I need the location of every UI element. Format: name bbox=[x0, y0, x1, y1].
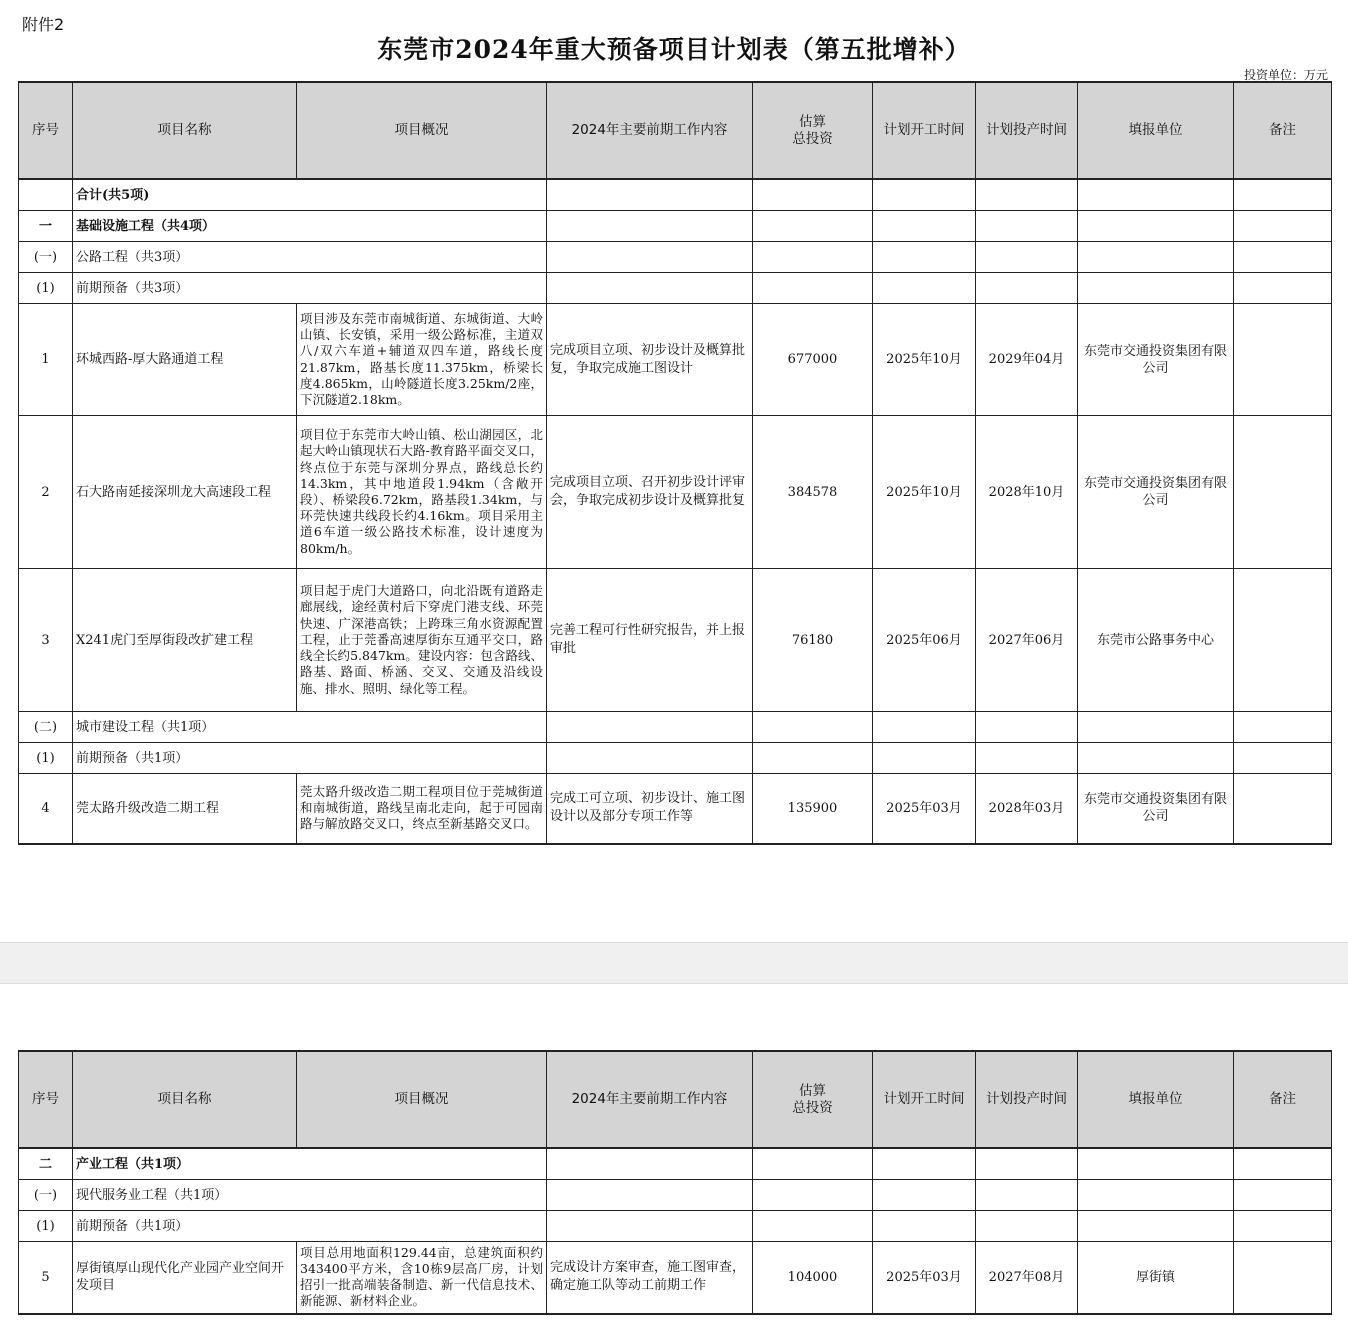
project-no: 4 bbox=[19, 774, 73, 844]
project-production: 2029年04月 bbox=[976, 304, 1078, 416]
stage-label: 前期预备（共3项） bbox=[73, 273, 547, 304]
category-no: 一 bbox=[19, 211, 73, 242]
project-overview: 项目起于虎门大道路口，向北沿既有道路走廊展线，途经黄村后下穿虎门港支线、环莞快速、广深港高铁；上跨珠三角水资源配置工程，止于莞番高速厚街东互通平交口，路线全长约5.847km。建设内容：包含路线、路基、路面、桥涵、交叉、交通及沿线设施、排水、照明、绿化等工程。 bbox=[297, 569, 547, 712]
table-header-row bbox=[19, 1051, 1332, 1148]
subcategory-no: (一) bbox=[19, 242, 73, 273]
table-row bbox=[19, 416, 1332, 569]
project-remark bbox=[1234, 304, 1332, 416]
page-title: 东莞市2024年重大预备项目计划表（第五批增补） bbox=[377, 35, 971, 64]
project-no: 3 bbox=[19, 569, 73, 712]
project-work: 完善工程可行性研究报告，并上报审批 bbox=[547, 569, 753, 712]
table-row bbox=[19, 1242, 1332, 1314]
project-unit: 厚街镇 bbox=[1078, 1242, 1234, 1314]
header-investment: 估算 总投资 bbox=[753, 82, 873, 179]
header-no: 序号 bbox=[19, 1051, 73, 1148]
stage-row bbox=[19, 1211, 1332, 1242]
project-investment: 384578 bbox=[753, 416, 873, 569]
project-overview: 莞太路升级改造二期工程项目位于莞城街道和南城街道，路线呈南北走向，起于可园南路与解放路交叉口，终点至新基路交叉口。 bbox=[297, 774, 547, 844]
header-start: 计划开工时间 bbox=[873, 82, 976, 179]
project-start: 2025年06月 bbox=[873, 569, 976, 712]
project-name: 厚街镇厚山现代化产业园产业空间开发项目 bbox=[73, 1242, 297, 1314]
project-investment: 677000 bbox=[753, 304, 873, 416]
project-name: X241虎门至厚街段改扩建工程 bbox=[73, 569, 297, 712]
category-row bbox=[19, 211, 1332, 242]
subcategory-label: 现代服务业工程（共1项） bbox=[73, 1180, 547, 1211]
project-start: 2025年10月 bbox=[873, 416, 976, 569]
project-investment: 135900 bbox=[753, 774, 873, 844]
subcategory-row bbox=[19, 712, 1332, 743]
project-overview: 项目涉及东莞市南城街道、东城街道、大岭山镇、长安镇，采用一级公路标准，主道双八/双六车道+辅道双四车道，路线长度21.87km，路基长度11.375km，桥梁长度4.865km，山岭隧道长度3.25km/2座，下沉隧道2.18km。 bbox=[297, 304, 547, 416]
project-unit: 东莞市公路事务中心 bbox=[1078, 569, 1234, 712]
project-production: 2027年08月 bbox=[976, 1242, 1078, 1314]
header-work: 2024年主要前期工作内容 bbox=[547, 1051, 753, 1148]
subcategory-row bbox=[19, 242, 1332, 273]
stage-label: 前期预备（共1项） bbox=[73, 743, 547, 774]
project-unit: 东莞市交通投资集团有限公司 bbox=[1078, 304, 1234, 416]
project-start: 2025年03月 bbox=[873, 1242, 976, 1314]
page-separator bbox=[0, 942, 1348, 984]
stage-row bbox=[19, 743, 1332, 774]
header-production: 计划投产时间 bbox=[976, 82, 1078, 179]
project-start: 2025年03月 bbox=[873, 774, 976, 844]
project-no: 5 bbox=[19, 1242, 73, 1314]
project-remark bbox=[1234, 1242, 1332, 1314]
project-production: 2028年03月 bbox=[976, 774, 1078, 844]
project-investment: 76180 bbox=[753, 569, 873, 712]
stage-row bbox=[19, 273, 1332, 304]
category-no: 二 bbox=[19, 1148, 73, 1180]
category-row bbox=[19, 1148, 1332, 1180]
table-row bbox=[19, 569, 1332, 712]
project-name: 环城西路-厚大路通道工程 bbox=[73, 304, 297, 416]
project-investment: 104000 bbox=[753, 1242, 873, 1314]
project-table-page2 bbox=[18, 1050, 1332, 1315]
project-work: 完成项目立项、召开初步设计评审会，争取完成初步设计及概算批复 bbox=[547, 416, 753, 569]
stage-no: (1) bbox=[19, 743, 73, 774]
project-production: 2027年06月 bbox=[976, 569, 1078, 712]
category-label: 产业工程（共1项） bbox=[73, 1148, 547, 1180]
project-name: 莞太路升级改造二期工程 bbox=[73, 774, 297, 844]
header-remark: 备注 bbox=[1234, 82, 1332, 179]
project-remark bbox=[1234, 569, 1332, 712]
project-overview: 项目总用地面积129.44亩，总建筑面积约343400平方米，含10栋9层高厂房，计划招引一批高端装备制造、新一代信息技术、新能源、新材料企业。 bbox=[297, 1242, 547, 1314]
stage-label: 前期预备（共1项） bbox=[73, 1211, 547, 1242]
subcategory-label: 城市建设工程（共1项） bbox=[73, 712, 547, 743]
total-row bbox=[19, 179, 1332, 211]
project-no: 1 bbox=[19, 304, 73, 416]
project-overview: 项目位于东莞市大岭山镇、松山湖园区，北起大岭山镇现状石大路-教育路平面交叉口，终点位于东莞与深圳分界点，路线总长约14.3km，其中地道段1.94km（含敞开段）、桥梁段6.72km，路基段1.34km，与环莞快速共线段长约4.16km。项目采用主道6车道一级公路技术标准，设计速度为80km/h。 bbox=[297, 416, 547, 569]
table-header-row bbox=[19, 82, 1332, 179]
project-work: 完成设计方案审查，施工图审查，确定施工队等动工前期工作 bbox=[547, 1242, 753, 1314]
project-remark bbox=[1234, 416, 1332, 569]
header-no: 序号 bbox=[19, 82, 73, 179]
header-start: 计划开工时间 bbox=[873, 1051, 976, 1148]
header-remark: 备注 bbox=[1234, 1051, 1332, 1148]
project-work: 完成工可立项、初步设计、施工图设计以及部分专项工作等 bbox=[547, 774, 753, 844]
header-investment: 估算 总投资 bbox=[753, 1051, 873, 1148]
project-unit: 东莞市交通投资集团有限公司 bbox=[1078, 416, 1234, 569]
project-work: 完成项目立项、初步设计及概算批复，争取完成施工图设计 bbox=[547, 304, 753, 416]
header-unit: 填报单位 bbox=[1078, 82, 1234, 179]
header-overview: 项目概况 bbox=[297, 1051, 547, 1148]
table-row bbox=[19, 304, 1332, 416]
subcategory-no: (一) bbox=[19, 1180, 73, 1211]
subcategory-label: 公路工程（共3项） bbox=[73, 242, 547, 273]
stage-no: (1) bbox=[19, 1211, 73, 1242]
header-unit: 填报单位 bbox=[1078, 1051, 1234, 1148]
category-label: 基础设施工程（共4项） bbox=[73, 211, 547, 242]
subcategory-no: (二) bbox=[19, 712, 73, 743]
header-name: 项目名称 bbox=[73, 1051, 297, 1148]
project-start: 2025年10月 bbox=[873, 304, 976, 416]
project-unit: 东莞市交通投资集团有限公司 bbox=[1078, 774, 1234, 844]
table-row bbox=[19, 774, 1332, 844]
stage-no: (1) bbox=[19, 273, 73, 304]
project-production: 2028年10月 bbox=[976, 416, 1078, 569]
header-overview: 项目概况 bbox=[297, 82, 547, 179]
header-work: 2024年主要前期工作内容 bbox=[547, 82, 753, 179]
header-name: 项目名称 bbox=[73, 82, 297, 179]
total-label: 合计(共5项) bbox=[73, 179, 547, 211]
header-production: 计划投产时间 bbox=[976, 1051, 1078, 1148]
project-remark bbox=[1234, 774, 1332, 844]
project-name: 石大路南延接深圳龙大高速段工程 bbox=[73, 416, 297, 569]
attachment-label: 附件2 bbox=[22, 15, 65, 34]
project-no: 2 bbox=[19, 416, 73, 569]
investment-unit-note: 投资单位：万元 bbox=[1243, 68, 1328, 82]
project-table-page1 bbox=[18, 81, 1332, 845]
subcategory-row bbox=[19, 1180, 1332, 1211]
